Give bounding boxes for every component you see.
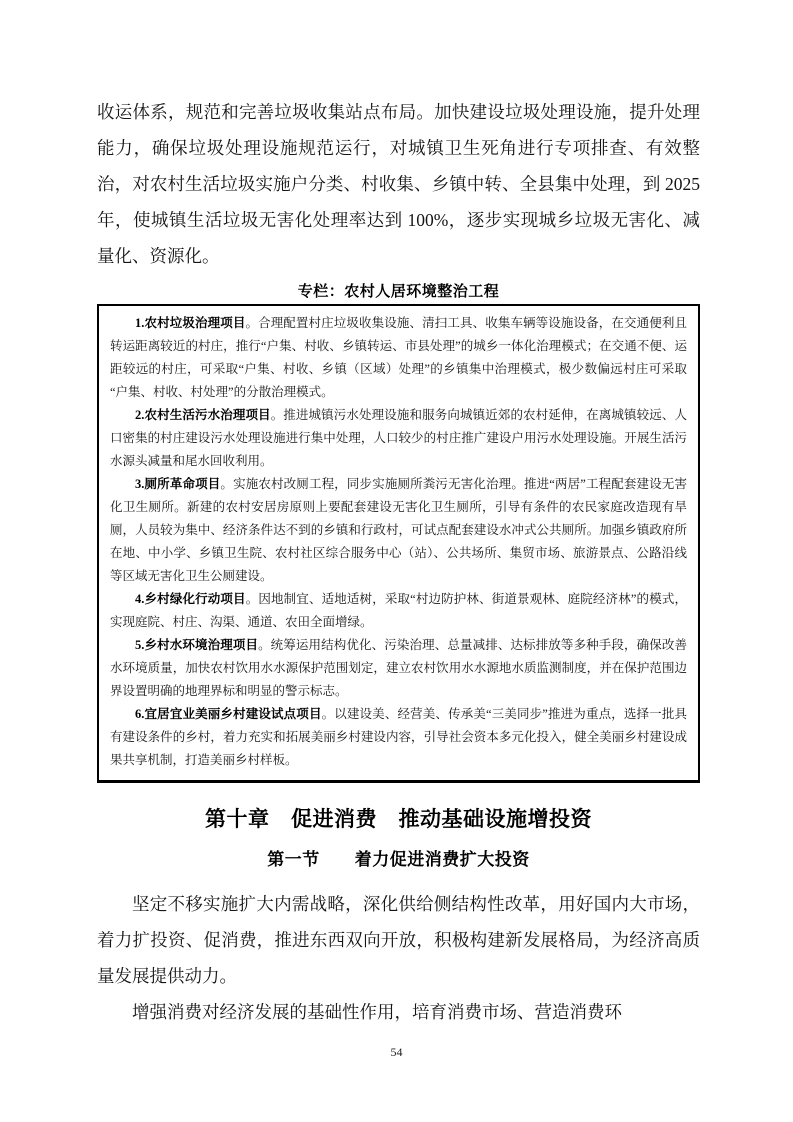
box-item-6-heading: 6.宜居宜业美丽乡村建设试点项目 (135, 707, 322, 721)
box-item-2-body: 。推进城镇污水处理设施和服务向城镇近郊的农村延伸，在离城镇较远、人口密集的村庄建设污水处理设施进行集中处理，人口较少的村庄推广建设户用污水处理设施。开展生活污水源头减量和尾水回收利用。 (110, 408, 687, 468)
intro-paragraph: 收运体系，规范和完善垃圾收集站点布局。加快建设垃圾处理设施，提升处理能力，确保垃圾处理设施规范运行，对城镇卫生死角进行专项排查、有效整治，对农村生活垃圾实施户分类、村收集、乡镇中转、全县集中处理，到 2025 年，使城镇生活垃圾无害化处理率达到 100%，逐步实现城乡垃圾无害化、减量化、资源化。 (97, 102, 700, 266)
section-title: 第一节 着力促进消费扩大投资 (267, 850, 530, 869)
page-number: 54 (390, 1045, 403, 1059)
box-item-1-body: 。合理配置村庄垃圾收集设施、清扫工具、收集车辆等设施设备，在交通便利且转运距离较近的村庄，推行“户集、村收、乡镇转运、市县处理”的城乡一体化治理模式；在交通不便、运距较远的村庄，可采取“户集、村收、乡镇（区域）处理”的乡镇集中治理模式，极少数偏远村庄可采取“户集、村收、村处理”的分散治理模式。 (110, 316, 687, 399)
box-item-2 (110, 404, 687, 473)
box-item-5-body: 。统筹运用结构优化、污染治理、总量减排、达标排放等多种手段，确保改善水环境质量，加快农村饮用水水源保护范围划定，建立农村饮用水水源地水质监测制度，并在保护范围边界设置明确的地理界标和明显的警示标志。 (110, 638, 687, 698)
box-item-5 (110, 634, 687, 703)
box-item-6-body: 。以建设美、经营美、传承美“三美同步”推进为重点，选择一批具有建设条件的乡村，着力充实和拓展美丽乡村建设内容，引导社会资本多元化投入，健全美丽乡村建设成果共享机制，打造美丽乡村样板。 (110, 707, 687, 767)
box-item-4 (110, 588, 687, 634)
box-item-2-heading: 2.农村生活污水治理项目 (135, 408, 271, 422)
box-item-5-heading: 5.乡村水环境治理项目 (135, 638, 259, 652)
paragraph-2: 增强消费对经济发展的基础性作用，培育消费市场、营造消费环 (132, 1002, 622, 1022)
box-item-6 (110, 703, 687, 772)
chapter-title: 第十章 促进消费 推动基础设施增投资 (205, 808, 592, 831)
column-box (97, 304, 700, 783)
box-item-1-heading: 1.农村垃圾治理项目 (135, 316, 246, 330)
box-item-4-body: 。因地制宜、适地适树，采取“村边防护林、街道景观林、庭院经济林”的模式，实现庭院、村庄、沟渠、通道、农田全面增绿。 (110, 592, 687, 629)
paragraph-1: 坚定不移实施扩大内需战略，深化供给侧结构性改革，用好国内大市场，着力扩投资、促消费，推进东西双向开放，积极构建新发展格局，为经济高质量发展提供动力。 (97, 894, 700, 986)
box-item-3-body: 。实施农村改厕工程，同步实施厕所粪污无害化治理。推进“两居”工程配套建设无害化卫生厕所。新建的农村安居房原则上要配套建设无害化卫生厕所，引导有条件的农民家庭改造现有旱厕，人员较为集中、经济条件达不到的乡镇和行政村，可试点配套建设水冲式公共厕所。加强乡镇政府所在地、中小学、乡镇卫生院、农村社区综合服务中心（站）、公共场所、集贸市场、旅游景点、公路沿线等区域无害化卫生公厕建设。 (110, 477, 687, 583)
column-box-title: 专栏：农村人居环境整治工程 (297, 284, 500, 300)
box-item-3-heading: 3.厕所革命项目 (135, 477, 221, 491)
box-item-1 (110, 312, 687, 404)
box-item-4-heading: 4.乡村绿化行动项目 (135, 592, 246, 606)
box-item-3 (110, 473, 687, 588)
